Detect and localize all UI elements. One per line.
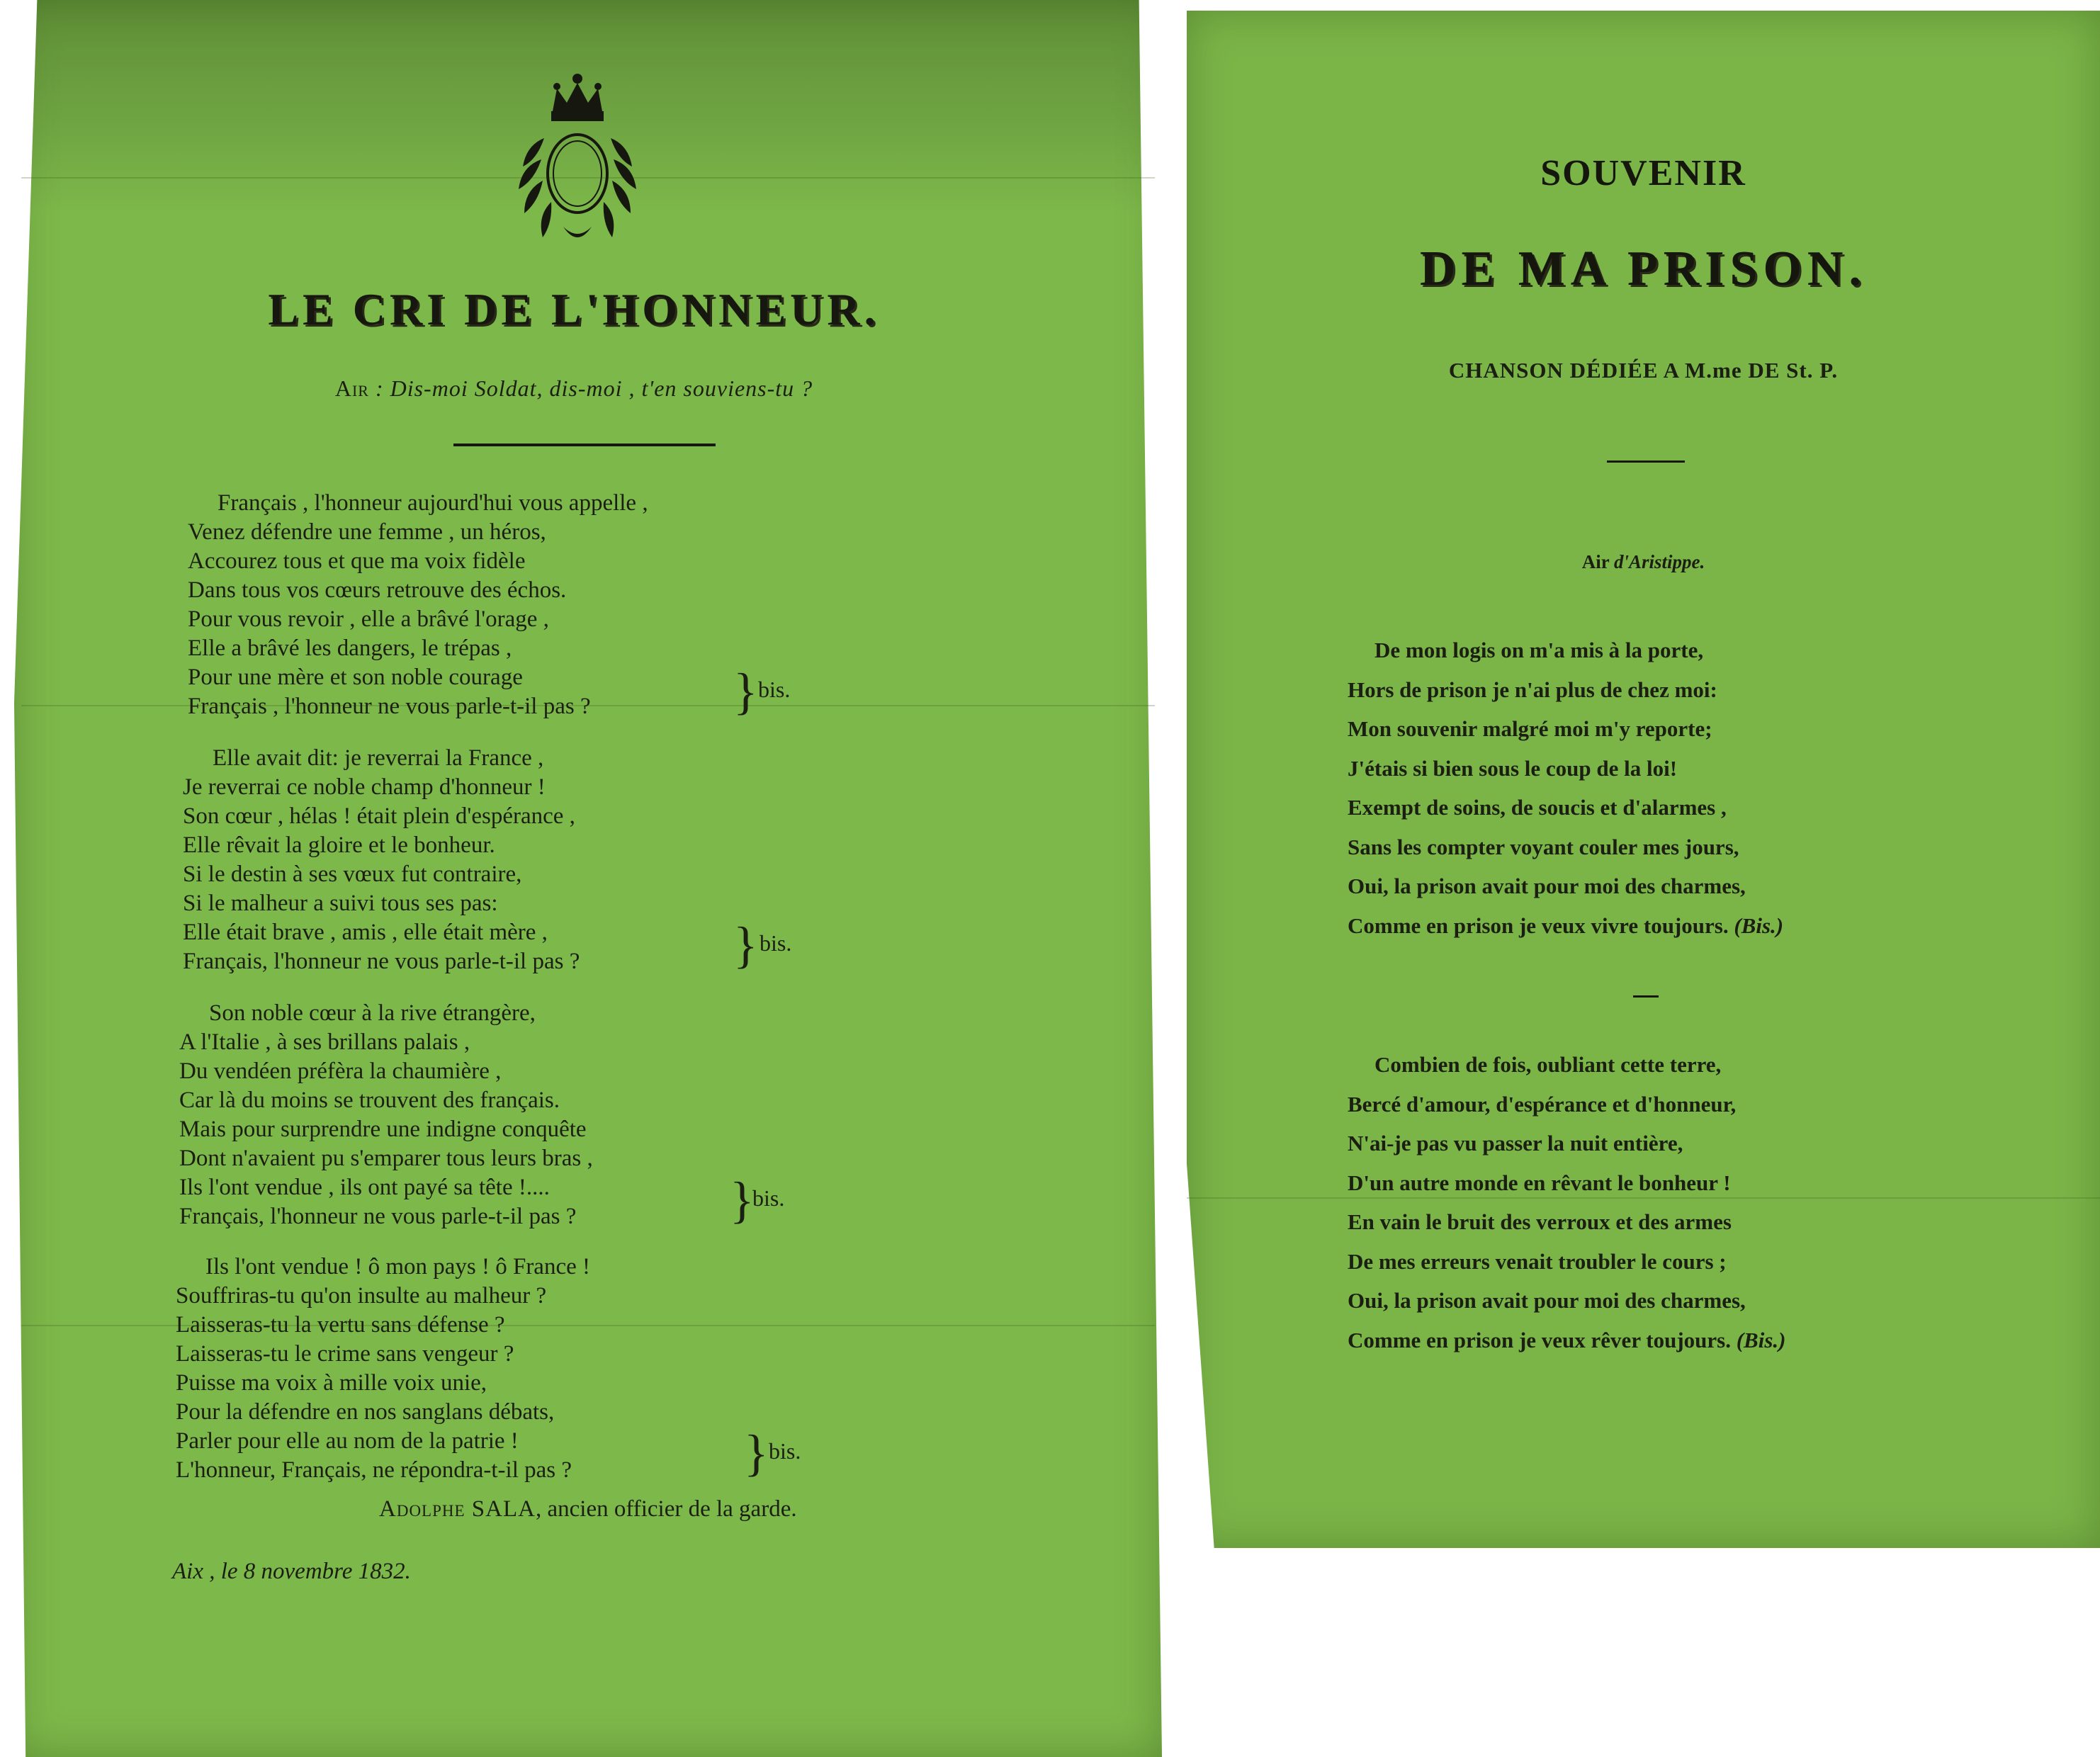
verse-line: Oui, la prison avait pour moi des charmes, bbox=[1348, 1288, 1746, 1313]
verse-line bbox=[1348, 906, 1783, 946]
decorative-rule bbox=[453, 444, 716, 446]
verse-line: Français, l'honneur ne vous parle-t-il pas ? bbox=[179, 1204, 577, 1229]
verse-line: D'un autre monde en rêvant le bonheur ! bbox=[1348, 1170, 1731, 1195]
verse-line: Elle avait dit: je reverrai la France , bbox=[213, 745, 544, 771]
brace-symbol: } bbox=[733, 663, 758, 720]
brace-symbol: } bbox=[744, 1425, 769, 1481]
verse-line: A l'Italie , à ses brillans palais , bbox=[179, 1029, 470, 1055]
verse-line: Accourez tous et que ma voix fidèle bbox=[188, 548, 526, 574]
brace-symbol: } bbox=[733, 917, 758, 973]
stanza-left-3 bbox=[179, 999, 593, 1231]
air-label: Air bbox=[334, 375, 369, 401]
verse-line: Laisseras-tu le crime sans vengeur ? bbox=[176, 1341, 514, 1367]
verse-line: Puisse ma voix à mille voix unie, bbox=[176, 1370, 487, 1396]
stanza-left-2 bbox=[183, 744, 580, 976]
verse-line: Oui, la prison avait pour moi des charmes, bbox=[1348, 874, 1746, 898]
verse-text: Comme en prison je veux rêver toujours. bbox=[1348, 1327, 1731, 1352]
verse-line: Souffriras-tu qu'on insulte au malheur ? bbox=[176, 1283, 547, 1309]
crown-wreath-emblem bbox=[489, 67, 666, 252]
bis-marker: bis. bbox=[752, 1185, 785, 1211]
verse-line: L'honneur, Français, ne répondra-t-il pas ? bbox=[176, 1457, 572, 1483]
verse-line: J'étais si bien sous le coup de la loi! bbox=[1348, 755, 1678, 781]
verse-line: Elle rêvait la gloire et le bonheur. bbox=[183, 832, 495, 858]
stanza-left-1 bbox=[188, 489, 648, 721]
verse-line: Exempt de soins, de soucis et d'alarmes , bbox=[1348, 795, 1727, 820]
verse-line: Pour une mère et son noble courage bbox=[188, 665, 523, 690]
bis-marker: bis. bbox=[758, 677, 791, 702]
verse-line bbox=[1348, 1321, 1785, 1360]
verse-line: Sans les compter voyant couler mes jours, bbox=[1348, 834, 1739, 859]
verse-line: En vain le bruit des verroux et des armes bbox=[1348, 1209, 1732, 1234]
stanza-right-2 bbox=[1348, 1045, 1785, 1360]
author-name: Adolphe SALA bbox=[379, 1496, 536, 1522]
verse-line: Je reverrai ce noble champ d'honneur ! bbox=[183, 774, 546, 800]
dedication-subtitle: CHANSON DÉDIÉE A M.me DE St. P. bbox=[1448, 358, 1839, 383]
bis-marker: (Bis.) bbox=[1736, 1327, 1786, 1352]
verse-line: Son cœur , hélas ! était plein d'espérance , bbox=[183, 803, 575, 829]
verse-line: Pour vous revoir , elle a brâvé l'orage , bbox=[188, 606, 549, 632]
brace-symbol: } bbox=[730, 1172, 755, 1228]
verse-line: N'ai-je pas vu passer la nuit entière, bbox=[1348, 1131, 1683, 1156]
air-text: : Dis-moi Soldat, dis-moi , t'en souviens-tu ? bbox=[368, 375, 813, 401]
verse-line: Laisseras-tu la vertu sans défense ? bbox=[176, 1312, 505, 1338]
author-title: , ancien officier de la garde. bbox=[535, 1496, 797, 1522]
verse-line: Mon souvenir malgré moi m'y reporte; bbox=[1348, 716, 1712, 741]
bis-marker: bis. bbox=[769, 1438, 801, 1464]
verse-line: Bercé d'amour, d'espérance et d'honneur, bbox=[1348, 1091, 1737, 1117]
verse-line: Si le destin à ses vœux fut contraire, bbox=[183, 861, 522, 887]
verse-line: Ils l'ont vendue ! ô mon pays ! ô France ! bbox=[205, 1254, 590, 1279]
verse-line: Français , l'honneur ne vous parle-t-il pas ? bbox=[188, 694, 591, 719]
air-label: Air bbox=[1581, 551, 1610, 572]
verse-line: Venez défendre une femme , un héros, bbox=[188, 519, 546, 545]
stanza-left-4 bbox=[176, 1253, 590, 1485]
verse-line: Hors de prison je n'ai plus de chez moi: bbox=[1348, 677, 1717, 702]
verse-line: Elle a brâvé les dangers, le trépas , bbox=[188, 635, 512, 661]
verse-line: Parler pour elle au nom de la patrie ! bbox=[176, 1428, 519, 1454]
verse-line: De mes erreurs venait troubler le cours ; bbox=[1348, 1248, 1727, 1274]
air-tune-left bbox=[0, 375, 1148, 402]
poem-title-left: LE CRI DE L'HONNEUR. bbox=[268, 284, 880, 334]
verse-text: Comme en prison je veux vivre toujours. bbox=[1348, 913, 1729, 938]
verse-line: Ils l'ont vendue , ils ont payé sa tête !.... bbox=[179, 1175, 550, 1200]
author-signature bbox=[379, 1496, 797, 1522]
decorative-rule bbox=[1607, 461, 1685, 463]
verse-line: Si le malheur a suivi tous ses pas: bbox=[183, 891, 498, 916]
poem-title-right-line2: DE MA PRISON. bbox=[1420, 242, 1867, 296]
air-tune-right bbox=[1187, 551, 2100, 573]
verse-line: Elle était brave , amis , elle était mère , bbox=[183, 920, 548, 945]
verse-line: De mon logis on m'a mis à la porte, bbox=[1374, 638, 1704, 662]
decorative-rule bbox=[1633, 995, 1659, 998]
verse-line: Français , l'honneur aujourd'hui vous appelle , bbox=[218, 490, 648, 516]
verse-line: Pour la défendre en nos sanglans débats, bbox=[176, 1399, 555, 1425]
bis-marker: (Bis.) bbox=[1734, 913, 1784, 938]
bis-marker: bis. bbox=[760, 930, 792, 956]
verse-line: Mais pour surprendre une indigne conquête bbox=[179, 1117, 587, 1142]
verse-line: Car là du moins se trouvent des français. bbox=[179, 1087, 560, 1113]
verse-line: Son noble cœur à la rive étrangère, bbox=[209, 1000, 536, 1026]
dateline: Aix , le 8 novembre 1832. bbox=[172, 1559, 411, 1584]
poem-title-right-line1: SOUVENIR bbox=[1540, 153, 1746, 193]
air-text: d'Aristippe. bbox=[1613, 551, 1705, 572]
verse-line: Dont n'avaient pu s'emparer tous leurs bras , bbox=[179, 1146, 593, 1171]
verse-line: Dans tous vos cœurs retrouve des échos. bbox=[188, 577, 567, 603]
stanza-right-1 bbox=[1348, 631, 1783, 945]
verse-line: Français, l'honneur ne vous parle-t-il pas ? bbox=[183, 949, 580, 974]
verse-line: Combien de fois, oubliant cette terre, bbox=[1374, 1052, 1722, 1077]
verse-line: Du vendéen préfèra la chaumière , bbox=[179, 1058, 502, 1084]
